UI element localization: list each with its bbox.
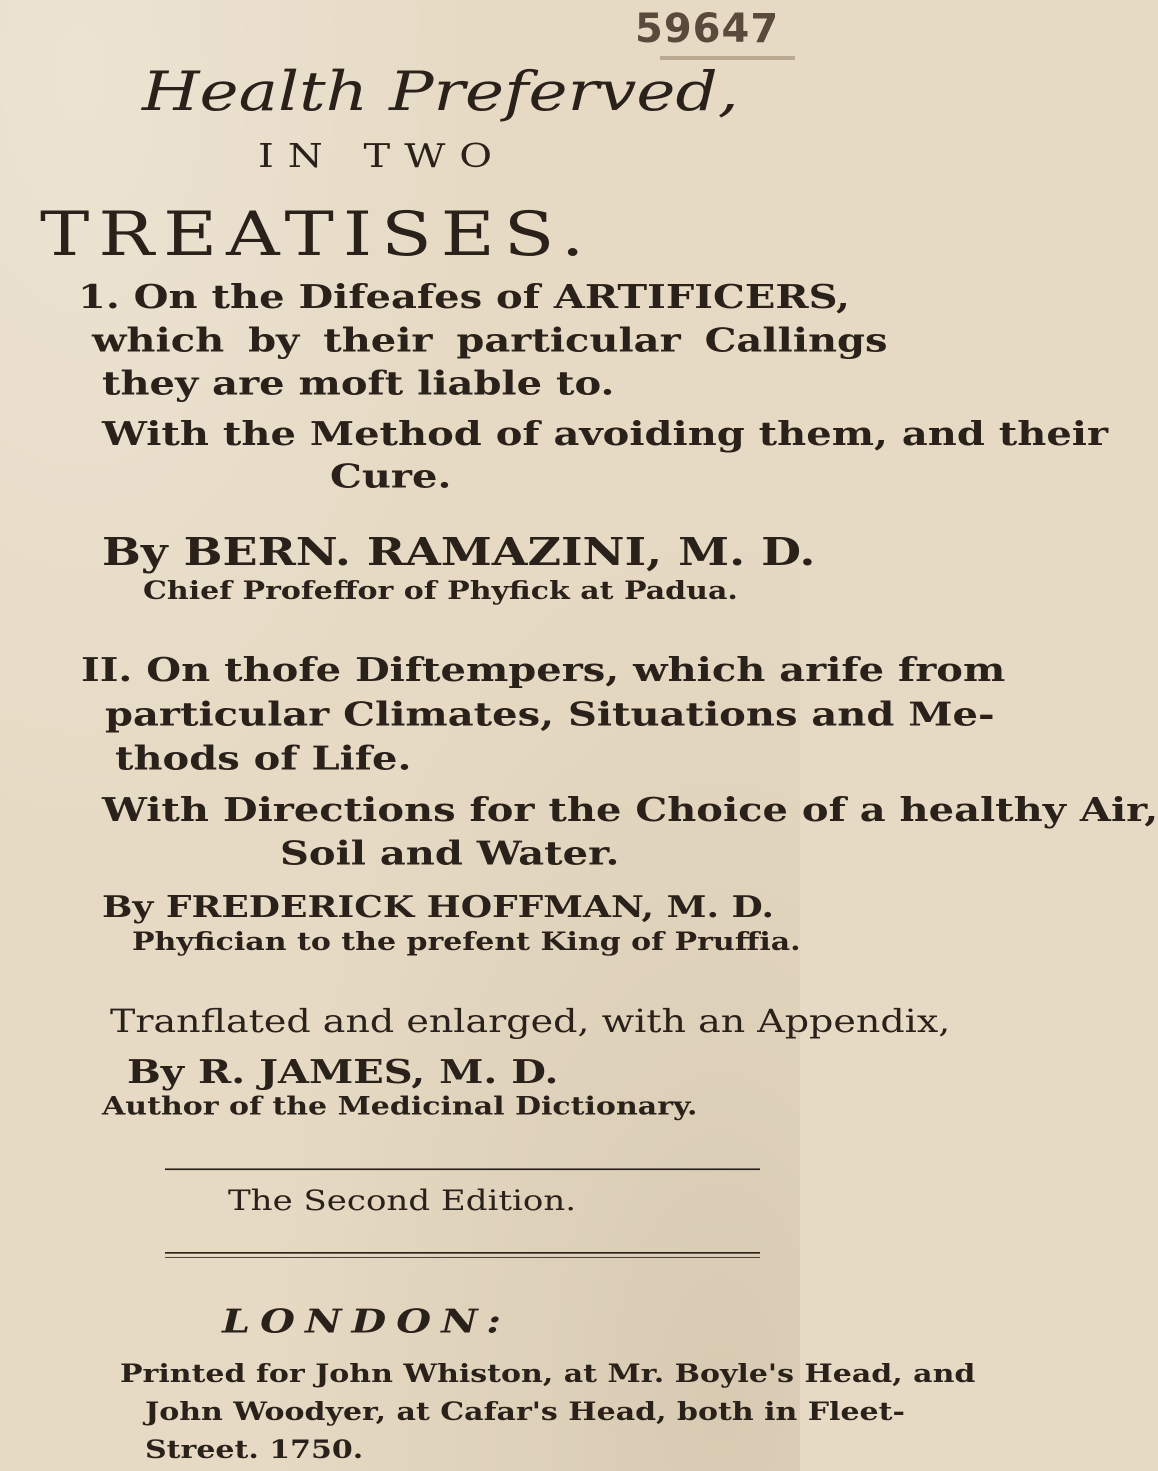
treatises-heading: TREATISES. [40, 198, 594, 270]
part2-author: By FREDERICK HOFFMAN, M. D. [102, 889, 775, 925]
shelfmark: 59647 [635, 6, 780, 52]
rule-above-edition [165, 1168, 760, 1170]
in-two-line: IN TWO [258, 137, 507, 176]
part2-line4: With Directions for the Choice of a healthy Air, [102, 790, 1158, 830]
imprint-city: LONDON: [222, 1301, 511, 1341]
part1-line5: Cure. [330, 456, 452, 496]
imprint-line3: Street. 1750. [145, 1435, 364, 1465]
part1-line2: which by their particular Callings [92, 321, 888, 360]
edition-statement: The Second Edition. [228, 1184, 577, 1218]
part1-line1: 1. On the Difeafes of ARTIFICERS, [78, 277, 850, 317]
translator-author: By R. JAMES, M. D. [127, 1052, 559, 1092]
rule-below-edition-thin [165, 1257, 760, 1258]
imprint-line1: Printed for John Whiston, at Mr. Boyle's Head, and [120, 1359, 976, 1389]
part2-line3: thods of Life. [115, 738, 412, 778]
imprint-line2: John Woodyer, at Cafar's Head, both in Fleet- [145, 1397, 905, 1427]
part1-line3: they are moft liable to. [102, 364, 615, 403]
book-title: Health Preferved, [142, 59, 739, 124]
part1-author-title: Chief Profeffor of Phyfick at Padua. [143, 576, 738, 606]
part2-line1: II. On thofe Diftempers, which arife from [81, 650, 1006, 690]
part2-line5: Soil and Water. [280, 834, 620, 874]
translator-line: Tranflated and enlarged, with an Appendix, [110, 1002, 951, 1040]
rule-below-edition [165, 1252, 760, 1254]
part1-author: By BERN. RAMAZINI, M. D. [102, 529, 816, 575]
part2-line2: particular Climates, Situations and Me- [105, 695, 995, 734]
part2-author-title: Phyfician to the prefent King of Pruffia. [132, 927, 801, 957]
translator-author-title: Author of the Medicinal Dictionary. [102, 1092, 698, 1122]
part1-line4: With the Method of avoiding them, and their [102, 414, 1109, 454]
